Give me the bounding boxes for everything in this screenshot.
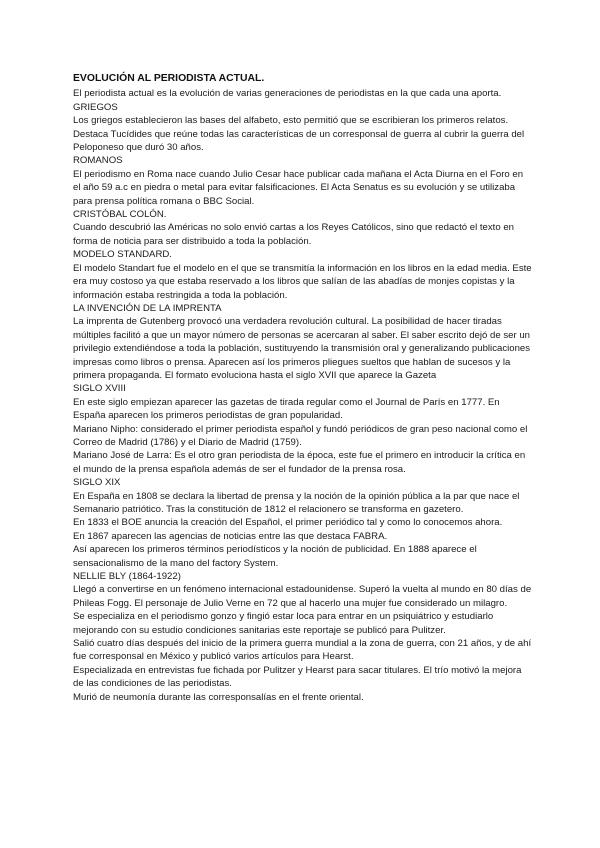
section-heading: LA INVENCIÓN DE LA IMPRENTA (73, 302, 222, 314)
section-paragraph: Los griegos establecieron las bases del alfabeto, esto permitió que se escribieran los primeros relatos. Destaca Tucídides que reúne todas las características de un corresponsal de guerra al cubrir la guerra del Peloponeso que duró 30 años. (73, 115, 525, 154)
intro-paragraph: El periodista actual es la evolución de varias generaciones de periodistas en la que cada una aporta. (73, 88, 502, 100)
section-paragraph: El modelo Standart fue el modelo en el que se transmitía la información en los libros en la edad media. Este era muy costoso ya que estaba reservado a los libros que salían de las abadías de monjes copistas y la información estaba restringida a toda la población. (73, 262, 532, 301)
section-paragraph: El periodismo en Roma nace cuando Julio Cesar hace publicar cada mañana el Acta Diurna en el Foro en el año 59 a.c en piedra o metal para evitar falsificaciones. El Acta Senatus es su evolución y se utilizaba para prensa política romana o BBC Social. (73, 168, 524, 207)
section-paragraph: En 1867 aparecen las agencias de noticias entre las que destaca FABRA. (73, 530, 388, 542)
sections-container (73, 101, 533, 704)
section-heading: NELLIE BLY (1864-1922) (73, 571, 181, 583)
section-heading: CRISTÓBAL COLÓN. (73, 209, 167, 221)
document-title: EVOLUCIÓN AL PERIODISTA ACTUAL. (73, 73, 265, 84)
section-heading: GRIEGOS (73, 101, 118, 113)
section-paragraph: Salió cuatro días después del inicio de la primera guerra mundial a la zona de guerra, con 21 años, y de ahí fue corresponsal en México y publicó varios artículos para Hearst. (73, 638, 532, 663)
section-paragraph: Mariano José de Larra: Es el otro gran periodista de la época, este fue el primero en introducir la crítica en el mundo de la prensa española además de ser el fundador de la prensa rosa. (73, 450, 526, 475)
section-paragraph: Cuando descubrió las Américas no solo envió cartas a los Reyes Católicos, sino que redactó el texto en forma de noticia para ser distribuido a toda la población. (73, 222, 515, 247)
section-paragraph: En España en 1808 se declara la libertad de prensa y la noción de la opinión pública a la par que nace el Semanario patriótico. Tras la constitución de 1812 el relacionero se transforma en gazetero. (73, 490, 520, 515)
document-body (73, 72, 533, 704)
section-heading: SIGLO XVIII (73, 383, 126, 395)
section-heading: ROMANOS (73, 155, 123, 167)
section-heading: SIGLO XIX (73, 477, 121, 489)
section-paragraph: Mariano Nipho: considerado el primer periodista español y fundó periódicos de gran peso nacional como el Correo de Madrid (1786) y el Diario de Madrid (1759). (73, 423, 528, 448)
section-paragraph: Llegó a convertirse en un fenómeno internacional estadounidense. Superó la vuelta al mundo en 80 días de Phileas Fogg. El personaje de Julio Verne en 72 que al hacerlo una mujer fue considerado un milagro. (73, 584, 532, 609)
section-paragraph: Se especializa en el periodismo gonzo y fingió estar loca para entrar en un psiquiátrico y estudiarlo mejorando con su estudio condiciones sanitarias este reportaje se publicó para Pulitzer. (73, 611, 494, 636)
section-paragraph: En este siglo empiezan aparecer las gazetas de tirada regular como el Journal de París en 1777. En España aparecen los primeros periodistas de gran popularidad. (73, 396, 500, 422)
section-heading: MODELO STANDARD. (73, 249, 172, 261)
section-paragraph: Murió de neumonía durante las corresponsalías en el frente oriental. (73, 691, 364, 703)
section-paragraph: La imprenta de Gutenberg provocó una verdadera revolución cultural. La posibilidad de hacer tiradas múltiples facilitó a que un mayor número de personas se acercaran al saber. El saber escrito dejó de ser un privilegio extendiéndose a toda la población, sustituyendo la transmisión oral y generalizando publicaciones impresas como libros o prensa. Aparecen así los primeros pliegues sueltos que hablan de sucesos y la primera propaganda. El formato evoluciona hasta el siglo XVII que aparece la Gazeta (73, 316, 531, 381)
section-paragraph: Así aparecen los primeros términos periodísticos y la noción de publicidad. En 1888 aparece el sensacionalismo de la mano del factory System. (73, 544, 477, 569)
section-paragraph: Especializada en entrevistas fue fichada por Pulitzer y Hearst para sacar titulares. El trío motivó la mejora de las condiciones de las periodistas. (73, 664, 522, 690)
section-paragraph: En 1833 el BOE anuncia la creación del Español, el primer periódico tal y como lo conocemos ahora. (73, 517, 503, 529)
